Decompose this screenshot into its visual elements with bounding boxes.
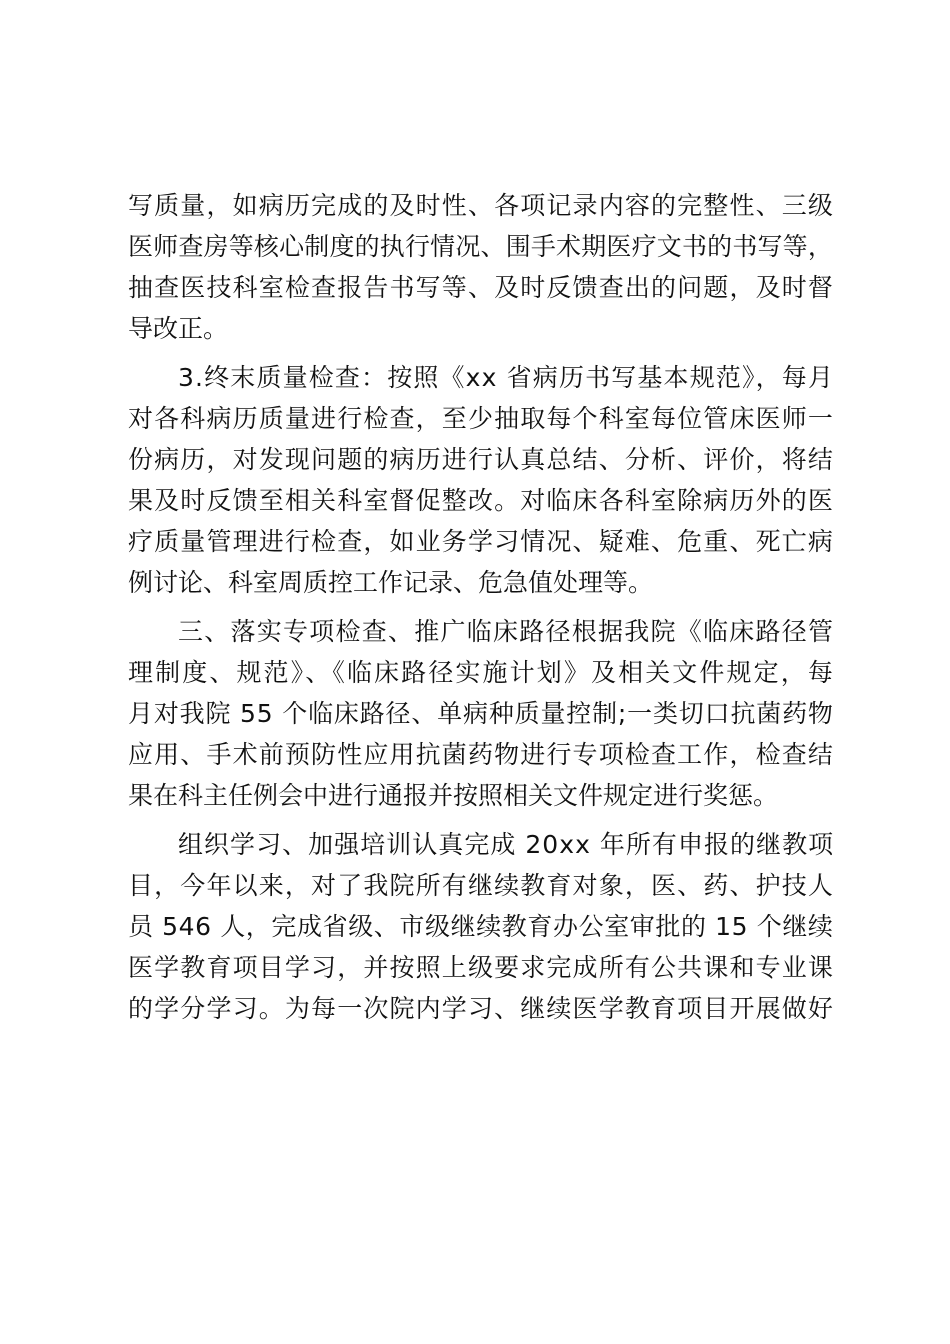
text-line: 3.终末质量检查：按照《xx 省病历书写基本规范》，每月 [178,363,835,392]
text-line: 月对我院 55 个临床路径、单病种质量控制;一类切口抗菌药物 [128,699,834,728]
text-line: 果在科主任例会中进行通报并按照相关文件规定进行奖惩。 [128,781,779,810]
paragraph-training [128,824,833,1029]
paragraph-final-quality-check [128,357,833,603]
paragraph-record-quality [128,185,833,349]
text-line: 医师查房等核心制度的执行情况、围手术期医疗文书的书写等， [128,232,834,261]
text-line: 抽查医技科室检查报告书写等、及时反馈查出的问题，及时督 [128,273,835,302]
text-line: 疗质量管理进行检查，如业务学习情况、疑难、危重、死亡病 [128,527,835,556]
document-body [128,185,833,1029]
text-line: 应用、手术前预防性应用抗菌药物进行专项检查工作，检查结 [128,740,835,769]
text-line: 员 546 人，完成省级、市级继续教育办公室审批的 15 个继续 [128,912,834,941]
text-line: 写质量，如病历完成的及时性、各项记录内容的完整性、三级 [128,191,835,220]
text-line: 份病历，对发现问题的病历进行认真总结、分析、评价，将结 [128,445,835,474]
text-line: 目，今年以来，对了我院所有继续教育对象，医、药、护技人 [128,871,835,900]
text-line: 医学教育项目学习，并按照上级要求完成所有公共课和专业课 [128,953,835,982]
paragraph-special-inspection [128,611,833,816]
text-line: 导改正。 [128,314,229,343]
text-line: 例讨论、科室周质控工作记录、危急值处理等。 [128,568,654,597]
text-line: 组织学习、加强培训认真完成 20xx 年所有申报的继教项 [178,830,835,859]
text-line: 三、落实专项检查、推广临床路径根据我院《临床路径管 [178,617,835,646]
text-line: 对各科病历质量进行检查，至少抽取每个科室每位管床医师一 [128,404,835,433]
text-line: 理制度、规范》、《临床路径实施计划》及相关文件规定，每 [128,658,835,687]
text-line: 果及时反馈至相关科室督促整改。对临床各科室除病历外的医 [128,486,835,515]
text-line: 的学分学习。为每一次院内学习、继续医学教育项目开展做好 [128,994,835,1023]
